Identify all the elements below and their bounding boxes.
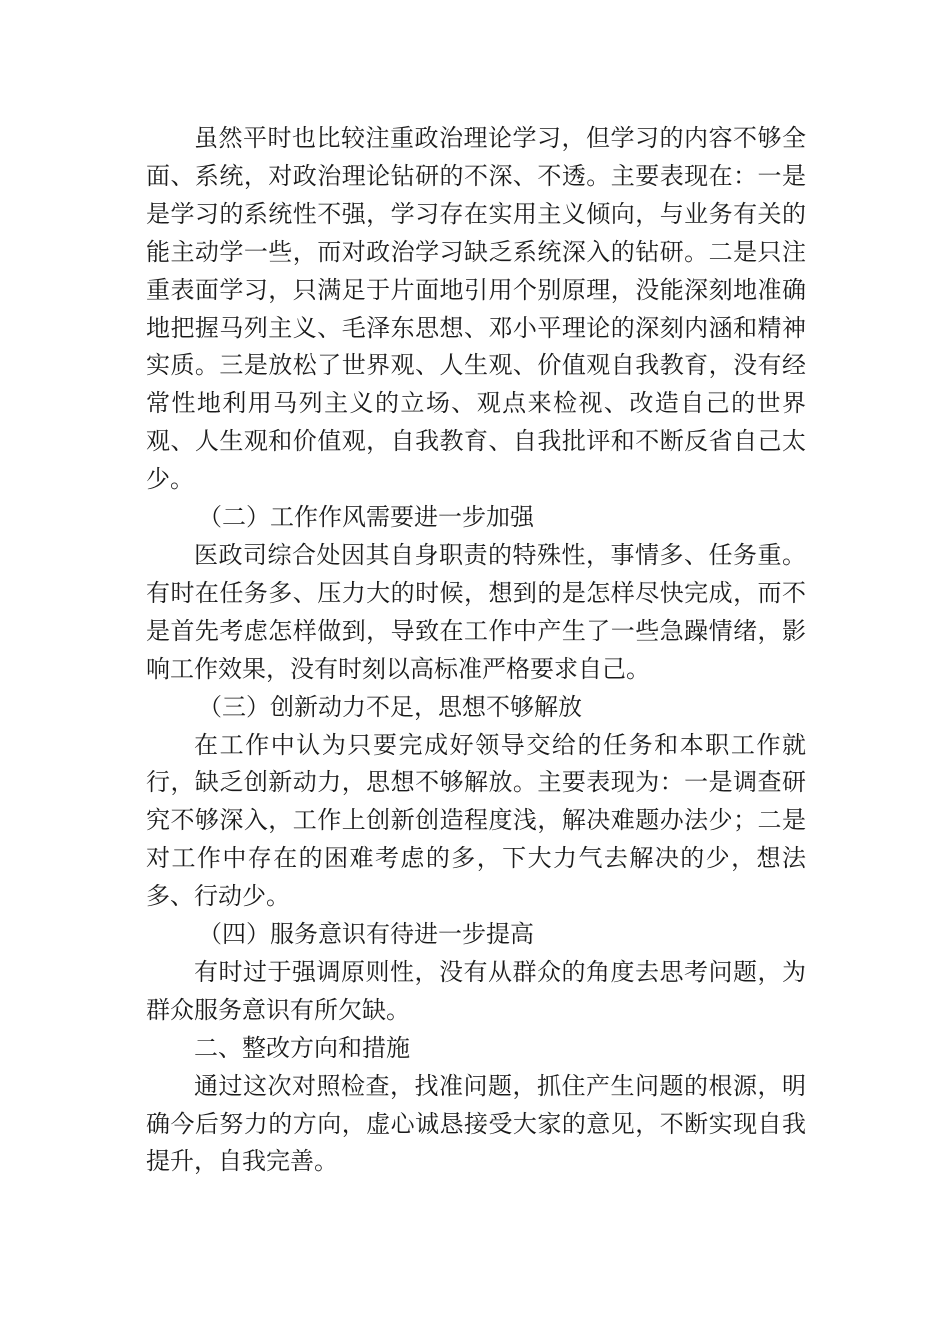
- heading-innovation: （三）创新动力不足，思想不够解放: [198, 692, 582, 721]
- paragraph-work-style: 医政司综合处因其自身职责的特殊性，事情多、任务重。有时在任务多、压力大的时候，想到的是怎样尽快完成，而不是首先考虑怎样做到，导致在工作中产生了一些急躁情绪，影响工作效果，没有时刻以高标准严格要求自己。: [146, 540, 806, 683]
- document-body: [146, 120, 806, 1181]
- paragraph-service-awareness: 有时过于强调原则性，没有从群众的角度去思考问题，为群众服务意识有所欠缺。: [146, 957, 806, 1024]
- paragraph-innovation: 在工作中认为只要完成好领导交给的任务和本职工作就行，缺乏创新动力，思想不够解放。主要表现为：一是调查研究不够深入，工作上创新创造程度浅，解决难题办法少；二是对工作中存在的困难考虑的多，下大力气去解决的少，想法多、行动少。: [146, 730, 806, 911]
- paragraph-rectification: 通过这次对照检查，找准问题，抓住产生问题的根源，明确今后努力的方向，虚心诚恳接受大家的意见，不断实现自我提升，自我完善。: [146, 1071, 806, 1176]
- heading-rectification: 二、整改方向和措施: [194, 1033, 410, 1062]
- paragraph-political-study: 虽然平时也比较注重政治理论学习，但学习的内容不够全面、系统，对政治理论钻研的不深、不透。主要表现在：一是是学习的系统性不强，学习存在实用主义倾向，与业务有关的能主动学一些，而对政治学习缺乏系统深入的钻研。二是只注重表面学习，只满足于片面地引用个别原理，没能深刻地准确地把握马列主义、毛泽东思想、邓小平理论的深刻内涵和精神实质。三是放松了世界观、人生观、价值观自我教育，没有经常性地利用马列主义的立场、观点来检视、改造自己的世界观、人生观和价值观，自我教育、自我批评和不断反省自己太少。: [146, 124, 806, 494]
- heading-service-awareness: （四）服务意识有待进一步提高: [198, 920, 534, 949]
- heading-work-style: （二）工作作风需要进一步加强: [198, 503, 534, 532]
